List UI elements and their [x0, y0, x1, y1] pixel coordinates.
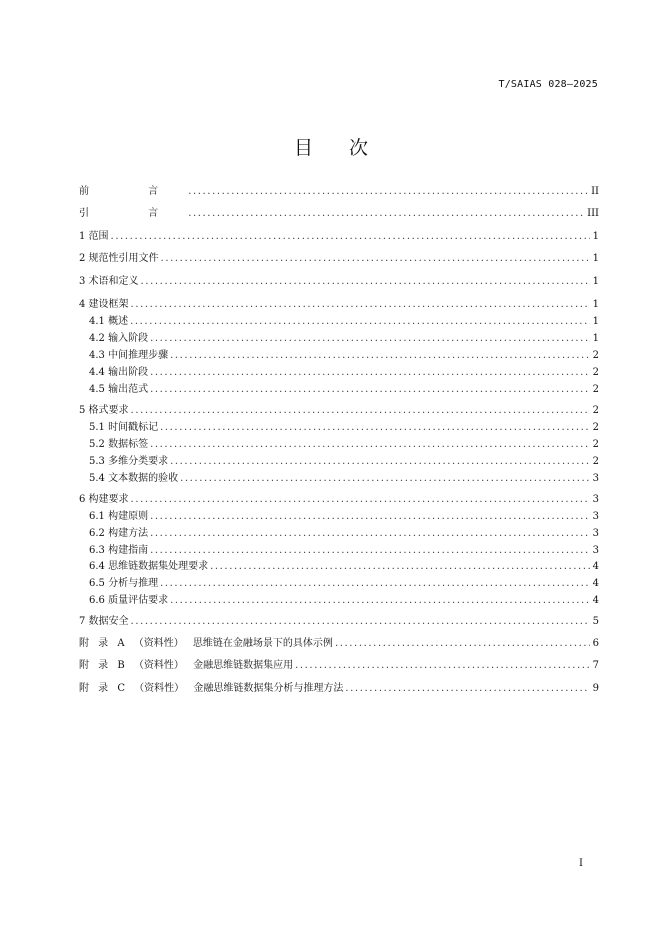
toc-leader	[210, 561, 590, 572]
toc-entry-label: 附 录 C （资料性） 金融思维链数据集分析与推理方法	[79, 683, 344, 694]
toc-entry-label: 4.2 输入阶段	[89, 333, 149, 344]
toc-entry-6-1[interactable]	[89, 507, 599, 521]
toc-entry-label: 5.3 多维分类要求	[89, 456, 169, 467]
toc-leader	[160, 578, 590, 589]
toc-leader	[335, 638, 590, 649]
toc-leader	[130, 316, 590, 327]
toc-page-number: 3	[592, 473, 599, 484]
toc-entry-5-2[interactable]	[89, 435, 599, 449]
toc-leader	[150, 367, 590, 378]
toc-entry-terms[interactable]	[79, 272, 599, 286]
toc-entry-5-1[interactable]	[89, 418, 599, 432]
toc-entry-appendix-c[interactable]	[79, 679, 599, 693]
toc-page-number: 2	[592, 367, 599, 378]
toc-page-number: 2	[592, 405, 599, 416]
toc-entry-appendix-a[interactable]	[79, 634, 599, 648]
toc-title	[0, 133, 662, 160]
toc-entry-section-4[interactable]	[79, 295, 599, 309]
toc-entry-4-4[interactable]	[89, 363, 599, 377]
toc-leader	[170, 595, 590, 606]
toc-page-number: 2	[592, 439, 599, 450]
toc-page-number: 1	[592, 299, 599, 310]
toc-title-part2: 次	[349, 137, 369, 159]
toc-leader	[150, 333, 590, 344]
toc-entry-scope[interactable]	[79, 227, 599, 241]
toc-entry-label: 4.1 概述	[89, 316, 129, 327]
toc-entry-6-3[interactable]	[89, 541, 599, 555]
toc-entry-foreword[interactable]	[79, 182, 599, 196]
toc-entry-section-5[interactable]	[79, 401, 599, 415]
toc-page-number: 1	[592, 276, 599, 287]
toc-page-number: 3	[592, 494, 599, 505]
toc-entry-6-4[interactable]	[89, 557, 599, 571]
toc-leader	[131, 494, 590, 505]
toc-leader	[180, 473, 590, 484]
toc-leader	[150, 528, 590, 539]
toc-page-number: II	[591, 186, 599, 197]
toc-entry-label: 6.6 质量评估要求	[89, 595, 169, 606]
toc-page-number: 1	[592, 253, 599, 264]
toc-leader	[188, 208, 584, 219]
toc-leader	[345, 683, 589, 694]
toc-entry-label: 6 构建要求	[79, 494, 129, 505]
toc-entry-label: 6.2 构建方法	[89, 528, 149, 539]
toc-entry-label: 4.4 输出阶段	[89, 367, 149, 378]
toc-leader	[131, 299, 590, 310]
toc-entry-label: 4 建设框架	[79, 299, 129, 310]
toc-page-number: 4	[592, 595, 599, 606]
toc-entry-section-6[interactable]	[79, 490, 599, 504]
toc-entry-5-4[interactable]	[89, 469, 599, 483]
toc-entry-6-2[interactable]	[89, 524, 599, 538]
toc-leader	[150, 439, 590, 450]
toc-entry-normative-references[interactable]	[79, 249, 599, 263]
toc-leader	[131, 616, 590, 627]
toc-entry-4-3[interactable]	[89, 346, 599, 360]
toc-page-number: 1	[592, 231, 599, 242]
document-code: T/SAIAS 028—2025	[498, 79, 598, 90]
toc-page-number: 7	[592, 660, 599, 671]
toc-page-number: 4	[592, 578, 599, 589]
toc-entry-label: 6.3 构建指南	[89, 545, 149, 556]
toc-entry-label: 6.5 分析与推理	[89, 578, 159, 589]
toc-page-number: 2	[592, 384, 599, 395]
toc-page-number: 2	[592, 456, 599, 467]
toc-page-number: 5	[592, 616, 599, 627]
toc-entry-4-2[interactable]	[89, 329, 599, 343]
toc-leader	[188, 186, 588, 197]
toc-entry-6-6[interactable]	[89, 591, 599, 605]
toc-entry-label: 5.1 时间戳标记	[89, 422, 159, 433]
toc-leader	[111, 231, 590, 242]
toc-page-number: 2	[592, 350, 599, 361]
toc-page-number: 3	[592, 528, 599, 539]
toc-entry-6-5[interactable]	[89, 574, 599, 588]
toc-title-part1: 目	[293, 137, 313, 159]
toc-leader	[170, 350, 590, 361]
toc-page-number: 3	[592, 545, 599, 556]
toc-entry-label: 附 录 B （资料性） 金融思维链数据集应用	[79, 660, 294, 671]
toc-entry-label: 1 范围	[79, 231, 109, 242]
toc-leader	[150, 384, 590, 395]
toc-leader	[131, 405, 590, 416]
toc-page-number: 9	[592, 683, 599, 694]
toc-entry-label: 前 言	[79, 186, 187, 197]
toc-entry-label: 6.1 构建原则	[89, 511, 149, 522]
toc-entry-label: 7 数据安全	[79, 616, 129, 627]
toc-page-number: 1	[592, 333, 599, 344]
toc-entry-label: 3 术语和定义	[79, 276, 139, 287]
toc-page-number: 6	[592, 638, 599, 649]
toc-entry-5-3[interactable]	[89, 452, 599, 466]
toc-entry-label: 附 录 A （资料性） 思维链在金融场景下的具体示例	[79, 638, 333, 649]
toc-page-number: 3	[592, 511, 599, 522]
toc-page-number: 1	[592, 316, 599, 327]
footer-page-number: I	[579, 858, 583, 869]
toc-leader	[295, 660, 590, 671]
toc-leader	[141, 276, 590, 287]
toc-leader	[170, 456, 590, 467]
toc-entry-label: 引 言	[79, 208, 187, 219]
toc-entry-introduction[interactable]	[79, 204, 599, 218]
toc-entry-label: 5.4 文本数据的验收	[89, 473, 179, 484]
toc-entry-label: 4.5 输出范式	[89, 384, 149, 395]
toc-page-number: III	[587, 208, 599, 219]
toc-leader	[150, 545, 590, 556]
toc-entry-label: 5 格式要求	[79, 405, 129, 416]
toc-entry-4-1[interactable]	[89, 312, 599, 326]
toc-entry-label: 2 规范性引用文件	[79, 253, 159, 264]
toc-page-number: 4	[592, 561, 599, 572]
toc-entry-label: 6.4 思维链数据集处理要求	[89, 561, 209, 572]
toc-leader	[150, 511, 590, 522]
toc-leader	[160, 422, 590, 433]
toc-leader	[161, 253, 590, 264]
toc-entry-appendix-b[interactable]	[79, 656, 599, 670]
toc-entry-4-5[interactable]	[89, 380, 599, 394]
toc-entry-section-7[interactable]	[79, 612, 599, 626]
toc-entry-label: 4.3 中间推理步骤	[89, 350, 169, 361]
toc-entry-label: 5.2 数据标签	[89, 439, 149, 450]
toc-page-number: 2	[592, 422, 599, 433]
